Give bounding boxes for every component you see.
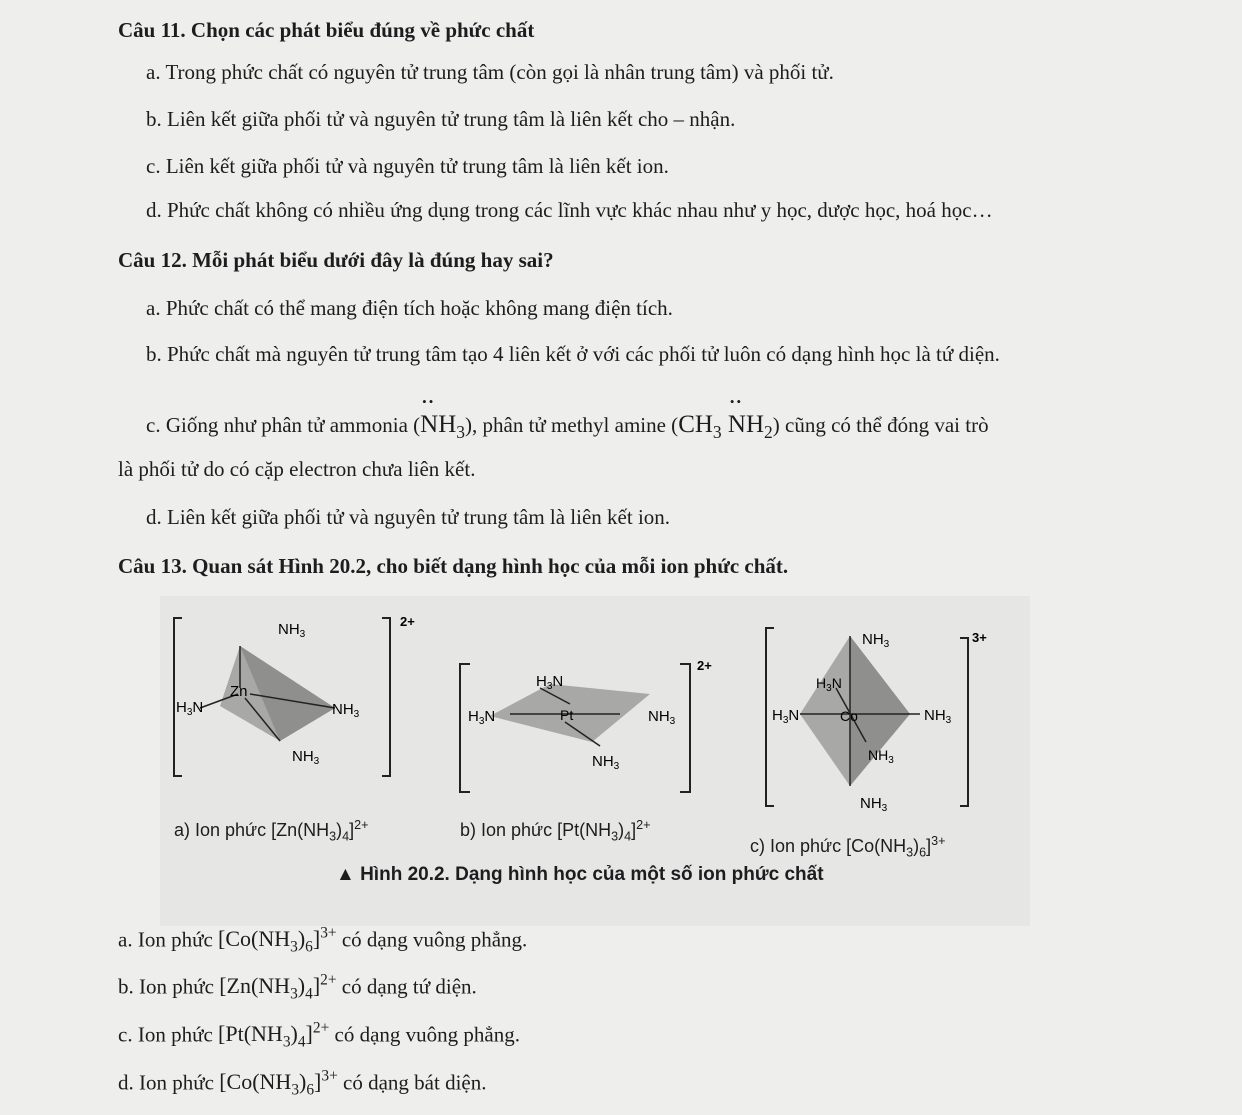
charge-2plus-b: 2+	[697, 658, 712, 673]
pt-label: Pt	[560, 707, 574, 723]
q12-title: Câu 12. Mỗi phát biểu dưới đây là đúng hay sai?	[118, 248, 554, 272]
ammonia-formula: •• $NH_3$	[420, 411, 465, 438]
square-planar-pt-diagram	[460, 658, 712, 792]
octahedral-co-diagram	[766, 628, 987, 814]
nh3-right-label: $NH_3$	[332, 701, 360, 720]
q11-title: Câu 11. Chọn các phát biểu đúng về phức chất	[118, 18, 535, 42]
co-label: Co	[840, 708, 858, 724]
q13-option-c: c. Ion phức $[Pt(NH_3)_4]^{2+}$ có dạng vuông phẳng.	[118, 1020, 520, 1051]
h3n-top-label: $H_3N$	[536, 673, 564, 692]
q12-option-c-line2: là phối tử do có cặp electron chưa liên kết.	[118, 457, 476, 481]
q13-option-a: a. Ion phức $[Co(NH_3)_6]^{3+}$ có dạng vuông phẳng.	[118, 925, 528, 956]
q11-option-c: c. Liên kết giữa phối tử và nguyên tử trung tâm là liên kết ion.	[146, 154, 669, 178]
nh3-bottom-label-c: $NH_3$	[860, 795, 888, 814]
q12-option-b: b. Phức chất mà nguyên tử trung tâm tạo 4 liên kết ở với các phối tử luôn có dạng hình học là tứ diện.	[146, 342, 1000, 366]
nh3-bottom-label-b: $NH_3$	[592, 753, 620, 772]
h3n-left-label: $H_3N$	[176, 699, 204, 718]
figure-caption: ▲ Hình 20.2. Dạng hình học của một số ion phức chất	[336, 864, 824, 885]
q13-title: Câu 13. Quan sát Hình 20.2, cho biết dạng hình học của mỗi ion phức chất.	[118, 554, 789, 578]
tetrahedral-zn-diagram	[174, 614, 415, 776]
charge-2plus-a: 2+	[400, 614, 415, 629]
h3n-left-label-b: $H_3N$	[468, 708, 496, 727]
q12-c-text-3: ) cũng có thể đóng vai trò	[772, 413, 989, 437]
charge-3plus-c: 3+	[972, 630, 987, 645]
q12-option-c	[146, 410, 989, 443]
q12-c-text-1: c. Giống như phân tử ammonia (	[146, 413, 421, 437]
label-b: b) Ion phức $[Pt(NH_3)_4]^{2+}$	[460, 818, 651, 844]
q12-option-a: a. Phức chất có thể mang điện tích hoặc không mang điện tích.	[146, 296, 673, 320]
methylamine-formula: $CH_3$ •• $NH_2$	[678, 411, 773, 438]
nh3-bottom-label: $NH_3$	[292, 748, 320, 767]
h3n-left-label-c: $H_3N$	[772, 707, 800, 726]
q11-option-b: b. Liên kết giữa phối tử và nguyên tử trung tâm là liên kết cho – nhận.	[146, 107, 736, 131]
q12-option-d: d. Liên kết giữa phối tử và nguyên tử trung tâm là liên kết ion.	[146, 505, 671, 529]
nh3-top-label-c: $NH_3$	[862, 631, 890, 650]
q11-option-d: d. Phức chất không có nhiều ứng dụng trong các lĩnh vực khác nhau như y học, dược học, hoá học…	[146, 198, 993, 222]
bracket-left	[174, 618, 182, 776]
q13-option-d: d. Ion phức $[Co(NH_3)_6]^{3+}$ có dạng bát diện.	[118, 1068, 487, 1099]
label-c: c) Ion phức $[Co(NH_3)_6]^{3+}$	[750, 834, 946, 860]
q13-option-b: b. Ion phức $[Zn(NH_3)_4]^{2+}$ có dạng tứ diện.	[118, 972, 477, 1003]
figure-20-2	[160, 596, 1030, 926]
label-a: a) Ion phức $[Zn(NH_3)_4]^{2+}$	[174, 818, 369, 844]
q12-c-text-2: ), phân tử methyl amine (	[465, 413, 679, 437]
nh3-front-label: $NH_3$	[868, 747, 894, 766]
octahedron-face-dark	[850, 636, 910, 786]
nh3-right-label-c: $NH_3$	[924, 707, 952, 726]
q11-option-a: a. Trong phức chất có nguyên tử trung tâm (còn gọi là nhân trung tâm) và phối tử.	[146, 60, 834, 84]
nh3-top-label: $NH_3$	[278, 621, 306, 640]
nh3-right-label-b: $NH_3$	[648, 708, 676, 727]
zn-label: Zn	[230, 683, 248, 700]
h3n-back-label: $H_3N$	[816, 675, 842, 694]
bracket-right	[382, 618, 390, 776]
